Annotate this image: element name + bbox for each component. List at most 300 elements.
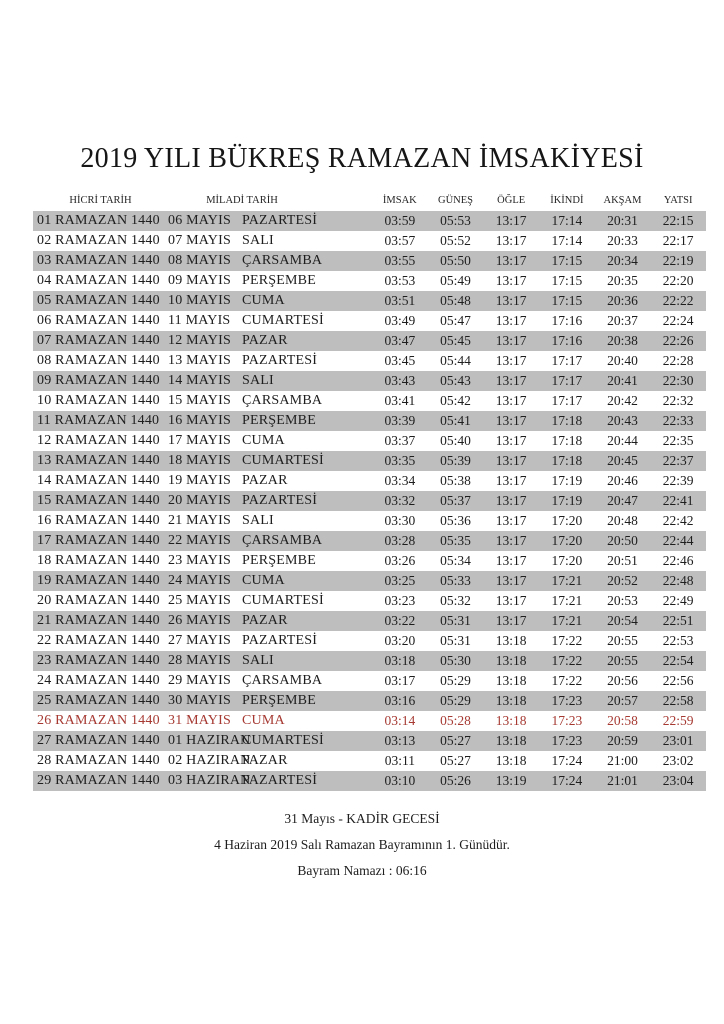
hicri-date-cell: 27 RAMAZAN 1440: [37, 733, 160, 748]
ikindi-time-cell: 17:23: [551, 713, 583, 728]
gunes-time-cell: 05:52: [440, 233, 471, 248]
imsak-time-cell: 03:49: [384, 313, 416, 328]
aksam-time-cell: 20:42: [607, 393, 638, 408]
gunes-time-cell: 05:40: [440, 433, 471, 448]
imsak-time-cell: 03:53: [384, 273, 416, 288]
imsak-time-cell: 03:16: [384, 693, 416, 708]
yatsi-time-cell: 22:30: [662, 373, 694, 388]
header-yatsi: YATSI: [663, 195, 693, 206]
ogle-time-cell: 13:17: [495, 213, 527, 228]
miladi-date-cell: 09 MAYIS: [168, 273, 231, 288]
imsak-time-cell: 03:14: [384, 713, 416, 728]
table-row: [33, 231, 706, 251]
miladi-date-cell: 24 MAYIS: [168, 573, 231, 588]
header-ogle: ÖĞLE: [497, 195, 526, 206]
table-row: [33, 751, 706, 771]
yatsi-time-cell: 22:32: [662, 393, 694, 408]
miladi-date-cell: 18 MAYIS: [168, 453, 231, 468]
hicri-date-cell: 19 RAMAZAN 1440: [37, 573, 160, 588]
table-row: [33, 311, 706, 331]
imsak-time-cell: 03:10: [384, 773, 416, 788]
imsak-time-cell: 03:13: [384, 733, 416, 748]
ogle-time-cell: 13:17: [495, 533, 527, 548]
ikindi-time-cell: 17:21: [551, 593, 583, 608]
hicri-date-cell: 10 RAMAZAN 1440: [37, 393, 160, 408]
ikindi-time-cell: 17:21: [551, 613, 583, 628]
weekday-cell: CUMA: [242, 433, 285, 448]
aksam-time-cell: 20:45: [607, 453, 638, 468]
table-body: [33, 211, 706, 791]
aksam-time-cell: 20:43: [607, 413, 638, 428]
imsak-time-cell: 03:37: [384, 433, 416, 448]
miladi-date-cell: 12 MAYIS: [168, 333, 231, 348]
gunes-time-cell: 05:31: [440, 613, 471, 628]
imsak-time-cell: 03:20: [384, 633, 416, 648]
gunes-time-cell: 05:48: [440, 293, 471, 308]
miladi-date-cell: 02 HAZIRAN: [168, 753, 251, 768]
yatsi-time-cell: 22:37: [662, 453, 694, 468]
yatsi-time-cell: 22:28: [662, 353, 694, 368]
hicri-date-cell: 23 RAMAZAN 1440: [37, 653, 160, 668]
hicri-date-cell: 16 RAMAZAN 1440: [37, 513, 160, 528]
hicri-date-cell: 29 RAMAZAN 1440: [37, 773, 160, 788]
imsak-time-cell: 03:39: [384, 413, 416, 428]
table-header-row: [33, 190, 706, 211]
miladi-date-cell: 19 MAYIS: [168, 473, 231, 488]
ikindi-time-cell: 17:24: [551, 773, 583, 788]
gunes-time-cell: 05:36: [440, 513, 471, 528]
ogle-time-cell: 13:18: [495, 733, 527, 748]
weekday-cell: ÇARSAMBA: [242, 393, 323, 408]
gunes-time-cell: 05:28: [440, 713, 471, 728]
aksam-time-cell: 20:52: [607, 573, 638, 588]
yatsi-time-cell: 23:01: [662, 733, 694, 748]
imsak-time-cell: 03:11: [384, 753, 415, 768]
table-row: [33, 731, 706, 751]
miladi-date-cell: 26 MAYIS: [168, 613, 231, 628]
yatsi-time-cell: 22:17: [662, 233, 694, 248]
table-row: [33, 271, 706, 291]
imsak-time-cell: 03:59: [384, 213, 416, 228]
gunes-time-cell: 05:47: [440, 313, 471, 328]
gunes-time-cell: 05:37: [440, 493, 471, 508]
table-row: [33, 371, 706, 391]
weekday-cell: PAZAR: [242, 613, 288, 628]
weekday-cell: PAZARTESİ: [242, 213, 318, 228]
miladi-date-cell: 23 MAYIS: [168, 553, 231, 568]
aksam-time-cell: 20:51: [607, 553, 638, 568]
gunes-time-cell: 05:35: [440, 533, 471, 548]
weekday-cell: SALI: [242, 653, 274, 668]
hicri-date-cell: 11 RAMAZAN 1440: [37, 413, 160, 428]
hicri-date-cell: 06 RAMAZAN 1440: [37, 313, 160, 328]
aksam-time-cell: 20:55: [607, 653, 638, 668]
ogle-time-cell: 13:17: [495, 313, 527, 328]
yatsi-time-cell: 23:02: [662, 753, 694, 768]
gunes-time-cell: 05:30: [440, 653, 471, 668]
ogle-time-cell: 13:18: [495, 633, 527, 648]
imsak-time-cell: 03:32: [384, 493, 416, 508]
aksam-time-cell: 20:59: [607, 733, 638, 748]
weekday-cell: PAZAR: [242, 333, 288, 348]
yatsi-time-cell: 22:15: [662, 213, 694, 228]
ikindi-time-cell: 17:22: [551, 633, 583, 648]
miladi-date-cell: 06 MAYIS: [168, 213, 231, 228]
miladi-date-cell: 25 MAYIS: [168, 593, 231, 608]
weekday-cell: CUMA: [242, 573, 285, 588]
miladi-date-cell: 11 MAYIS: [168, 313, 231, 328]
prayer-times-table: [33, 190, 706, 791]
aksam-time-cell: 20:46: [607, 473, 638, 488]
miladi-date-cell: 08 MAYIS: [168, 253, 231, 268]
ogle-time-cell: 13:18: [495, 693, 527, 708]
weekday-cell: SALI: [242, 373, 274, 388]
ikindi-time-cell: 17:15: [551, 293, 583, 308]
ikindi-time-cell: 17:18: [551, 453, 583, 468]
yatsi-time-cell: 23:04: [662, 773, 694, 788]
ikindi-time-cell: 17:16: [551, 313, 583, 328]
miladi-date-cell: 15 MAYIS: [168, 393, 231, 408]
miladi-date-cell: 17 MAYIS: [168, 433, 231, 448]
miladi-date-cell: 29 MAYIS: [168, 673, 231, 688]
imsak-time-cell: 03:17: [384, 673, 416, 688]
imsak-time-cell: 03:57: [384, 233, 416, 248]
yatsi-time-cell: 22:42: [662, 513, 694, 528]
yatsi-time-cell: 22:49: [662, 593, 694, 608]
miladi-date-cell: 13 MAYIS: [168, 353, 231, 368]
aksam-time-cell: 20:40: [607, 353, 638, 368]
yatsi-time-cell: 22:53: [662, 633, 694, 648]
gunes-time-cell: 05:39: [440, 453, 471, 468]
aksam-time-cell: 20:57: [607, 693, 638, 708]
ogle-time-cell: 13:17: [495, 253, 527, 268]
hicri-date-cell: 21 RAMAZAN 1440: [37, 613, 160, 628]
weekday-cell: SALI: [242, 233, 274, 248]
miladi-date-cell: 01 HAZIRAN: [168, 733, 251, 748]
aksam-time-cell: 20:55: [607, 633, 638, 648]
table-row: [33, 551, 706, 571]
imsak-time-cell: 03:28: [384, 533, 416, 548]
gunes-time-cell: 05:50: [440, 253, 471, 268]
aksam-time-cell: 20:37: [607, 313, 638, 328]
gunes-time-cell: 05:29: [440, 673, 471, 688]
weekday-cell: PAZARTESİ: [242, 773, 318, 788]
aksam-time-cell: 20:48: [607, 513, 638, 528]
gunes-time-cell: 05:27: [440, 733, 471, 748]
table-row: [33, 411, 706, 431]
miladi-date-cell: 30 MAYIS: [168, 693, 231, 708]
ogle-time-cell: 13:17: [495, 333, 527, 348]
table-row: [33, 511, 706, 531]
ogle-time-cell: 13:17: [495, 493, 527, 508]
weekday-cell: PAZARTESİ: [242, 493, 318, 508]
table-row: [33, 631, 706, 651]
imsak-time-cell: 03:26: [384, 553, 416, 568]
hicri-date-cell: 20 RAMAZAN 1440: [37, 593, 160, 608]
imsak-time-cell: 03:30: [384, 513, 416, 528]
table-row: [33, 431, 706, 451]
aksam-time-cell: 20:33: [607, 233, 638, 248]
aksam-time-cell: 20:56: [607, 673, 638, 688]
kadir-gecesi-note: 31 Mayıs - KADİR GECESİ: [284, 811, 440, 826]
ikindi-time-cell: 17:19: [551, 473, 583, 488]
imsak-time-cell: 03:55: [384, 253, 416, 268]
table-row: [33, 671, 706, 691]
hicri-date-cell: 17 RAMAZAN 1440: [37, 533, 160, 548]
ikindi-time-cell: 17:23: [551, 693, 583, 708]
imsak-time-cell: 03:35: [384, 453, 416, 468]
table-row: [33, 651, 706, 671]
ogle-time-cell: 13:17: [495, 353, 527, 368]
yatsi-time-cell: 22:46: [662, 553, 694, 568]
imsak-time-cell: 03:22: [384, 613, 416, 628]
ikindi-time-cell: 17:22: [551, 673, 583, 688]
ikindi-time-cell: 17:19: [551, 493, 583, 508]
ogle-time-cell: 13:18: [495, 673, 527, 688]
hicri-date-cell: 02 RAMAZAN 1440: [37, 233, 160, 248]
header-miladi-tarih: MİLADİ TARİH: [206, 195, 278, 206]
ogle-time-cell: 13:18: [495, 653, 527, 668]
hicri-date-cell: 15 RAMAZAN 1440: [37, 493, 160, 508]
hicri-date-cell: 03 RAMAZAN 1440: [37, 253, 160, 268]
weekday-cell: CUMA: [242, 713, 285, 728]
yatsi-time-cell: 22:44: [662, 533, 694, 548]
table-row: [33, 351, 706, 371]
hicri-date-cell: 13 RAMAZAN 1440: [37, 453, 160, 468]
ikindi-time-cell: 17:17: [551, 353, 583, 368]
miladi-date-cell: 27 MAYIS: [168, 633, 231, 648]
gunes-time-cell: 05:34: [440, 553, 471, 568]
hicri-date-cell: 24 RAMAZAN 1440: [37, 673, 160, 688]
table-row: [33, 331, 706, 351]
miladi-date-cell: 20 MAYIS: [168, 493, 231, 508]
weekday-cell: SALI: [242, 513, 274, 528]
weekday-cell: PAZARTESİ: [242, 353, 318, 368]
ikindi-time-cell: 17:14: [551, 233, 583, 248]
ikindi-time-cell: 17:20: [551, 513, 583, 528]
yatsi-time-cell: 22:22: [662, 293, 694, 308]
aksam-time-cell: 20:41: [607, 373, 638, 388]
bayram-day-note: 4 Haziran 2019 Salı Ramazan Bayramının 1. Günüdür.: [214, 837, 510, 852]
aksam-time-cell: 20:31: [607, 213, 638, 228]
ogle-time-cell: 13:17: [495, 473, 527, 488]
aksam-time-cell: 20:58: [607, 713, 638, 728]
miladi-date-cell: 07 MAYIS: [168, 233, 231, 248]
hicri-date-cell: 04 RAMAZAN 1440: [37, 273, 160, 288]
table-row: [33, 451, 706, 471]
gunes-time-cell: 05:31: [440, 633, 471, 648]
bayram-namazi-note: Bayram Namazı : 06:16: [297, 863, 427, 878]
ogle-time-cell: 13:18: [495, 713, 527, 728]
hicri-date-cell: 12 RAMAZAN 1440: [37, 433, 160, 448]
miladi-date-cell: 31 MAYIS: [168, 713, 231, 728]
hicri-date-cell: 14 RAMAZAN 1440: [37, 473, 160, 488]
weekday-cell: PAZAR: [242, 753, 288, 768]
ogle-time-cell: 13:17: [495, 373, 527, 388]
miladi-date-cell: 28 MAYIS: [168, 653, 231, 668]
weekday-cell: ÇARSAMBA: [242, 533, 323, 548]
yatsi-time-cell: 22:41: [662, 493, 694, 508]
aksam-time-cell: 20:34: [607, 253, 638, 268]
miladi-date-cell: 22 MAYIS: [168, 533, 231, 548]
ogle-time-cell: 13:17: [495, 273, 527, 288]
table-row: [33, 251, 706, 271]
header-hicri-tarih: HİCRİ TARİH: [69, 195, 132, 206]
ikindi-time-cell: 17:15: [551, 273, 583, 288]
table-row: [33, 691, 706, 711]
weekday-cell: CUMA: [242, 293, 285, 308]
ogle-time-cell: 13:17: [495, 553, 527, 568]
yatsi-time-cell: 22:59: [662, 713, 694, 728]
miladi-date-cell: 14 MAYIS: [168, 373, 231, 388]
weekday-cell: PERŞEMBE: [242, 273, 316, 288]
gunes-time-cell: 05:38: [440, 473, 471, 488]
imsak-time-cell: 03:25: [384, 573, 416, 588]
miladi-date-cell: 16 MAYIS: [168, 413, 231, 428]
table-row: [33, 771, 706, 791]
ikindi-time-cell: 17:17: [551, 393, 583, 408]
ikindi-time-cell: 17:16: [551, 333, 583, 348]
hicri-date-cell: 25 RAMAZAN 1440: [37, 693, 160, 708]
ikindi-time-cell: 17:17: [551, 373, 583, 388]
yatsi-time-cell: 22:24: [662, 313, 694, 328]
table-row: [33, 531, 706, 551]
imsak-time-cell: 03:45: [384, 353, 416, 368]
ikindi-time-cell: 17:20: [551, 533, 583, 548]
gunes-time-cell: 05:49: [440, 273, 471, 288]
header-imsak: İMSAK: [382, 195, 417, 206]
ikindi-time-cell: 17:21: [551, 573, 583, 588]
imsak-time-cell: 03:41: [384, 393, 416, 408]
imsak-time-cell: 03:23: [384, 593, 416, 608]
weekday-cell: CUMARTESİ: [242, 313, 324, 328]
imsak-time-cell: 03:34: [384, 473, 416, 488]
header-gunes: GÜNEŞ: [437, 195, 473, 206]
miladi-date-cell: 21 MAYIS: [168, 513, 231, 528]
ogle-time-cell: 13:17: [495, 393, 527, 408]
miladi-date-cell: 03 HAZIRAN: [168, 773, 251, 788]
gunes-time-cell: 05:42: [440, 393, 471, 408]
gunes-time-cell: 05:53: [440, 213, 471, 228]
yatsi-time-cell: 22:20: [662, 273, 694, 288]
gunes-time-cell: 05:44: [440, 353, 471, 368]
aksam-time-cell: 20:53: [607, 593, 638, 608]
gunes-time-cell: 05:33: [440, 573, 471, 588]
imsak-time-cell: 03:18: [384, 653, 416, 668]
yatsi-time-cell: 22:33: [662, 413, 694, 428]
ogle-time-cell: 13:17: [495, 573, 527, 588]
gunes-time-cell: 05:41: [440, 413, 471, 428]
header-aksam: AKŞAM: [603, 195, 642, 206]
ikindi-time-cell: 17:24: [551, 753, 583, 768]
ogle-time-cell: 13:17: [495, 453, 527, 468]
gunes-time-cell: 05:29: [440, 693, 471, 708]
table-row: [33, 611, 706, 631]
ogle-time-cell: 13:17: [495, 433, 527, 448]
yatsi-time-cell: 22:51: [662, 613, 694, 628]
yatsi-time-cell: 22:35: [662, 433, 694, 448]
table-row: [33, 571, 706, 591]
weekday-cell: PERŞEMBE: [242, 693, 316, 708]
yatsi-time-cell: 22:39: [662, 473, 694, 488]
footer-notes: [0, 806, 724, 884]
yatsi-time-cell: 22:54: [662, 653, 694, 668]
aksam-time-cell: 20:54: [607, 613, 638, 628]
imsak-time-cell: 03:43: [384, 373, 416, 388]
aksam-time-cell: 20:36: [607, 293, 638, 308]
table-row: [33, 591, 706, 611]
aksam-time-cell: 20:35: [607, 273, 638, 288]
aksam-time-cell: 20:44: [607, 433, 638, 448]
page-title: 2019 YILI BÜKREŞ RAMAZAN İMSAKİYESİ: [80, 143, 644, 174]
ikindi-time-cell: 17:22: [551, 653, 583, 668]
weekday-cell: CUMARTESİ: [242, 453, 324, 468]
gunes-time-cell: 05:45: [440, 333, 471, 348]
table-row: [33, 291, 706, 311]
hicri-date-cell: 28 RAMAZAN 1440: [37, 753, 160, 768]
weekday-cell: CUMARTESİ: [242, 593, 324, 608]
gunes-time-cell: 05:43: [440, 373, 471, 388]
yatsi-time-cell: 22:26: [662, 333, 694, 348]
ikindi-time-cell: 17:20: [551, 553, 583, 568]
ikindi-time-cell: 17:23: [551, 733, 583, 748]
ogle-time-cell: 13:17: [495, 413, 527, 428]
aksam-time-cell: 21:01: [607, 773, 638, 788]
aksam-time-cell: 20:50: [607, 533, 638, 548]
ogle-time-cell: 13:19: [495, 773, 527, 788]
hicri-date-cell: 26 RAMAZAN 1440: [37, 713, 160, 728]
hicri-date-cell: 05 RAMAZAN 1440: [37, 293, 160, 308]
ogle-time-cell: 13:17: [495, 233, 527, 248]
yatsi-time-cell: 22:56: [662, 673, 694, 688]
weekday-cell: PAZAR: [242, 473, 288, 488]
gunes-time-cell: 05:26: [440, 773, 471, 788]
ogle-time-cell: 13:17: [495, 293, 527, 308]
yatsi-time-cell: 22:48: [662, 573, 694, 588]
weekday-cell: ÇARSAMBA: [242, 253, 323, 268]
miladi-date-cell: 10 MAYIS: [168, 293, 231, 308]
table-row: [33, 391, 706, 411]
hicri-date-cell: 18 RAMAZAN 1440: [37, 553, 160, 568]
table-row: [33, 491, 706, 511]
weekday-cell: ÇARSAMBA: [242, 673, 323, 688]
weekday-cell: PERŞEMBE: [242, 553, 316, 568]
table-row: [33, 211, 706, 231]
gunes-time-cell: 05:27: [440, 753, 471, 768]
aksam-time-cell: 20:47: [607, 493, 638, 508]
ikindi-time-cell: 17:14: [551, 213, 583, 228]
yatsi-time-cell: 22:19: [662, 253, 694, 268]
header-ikindi: İKİNDİ: [550, 195, 584, 206]
ikindi-time-cell: 17:18: [551, 433, 583, 448]
ogle-time-cell: 13:17: [495, 593, 527, 608]
aksam-time-cell: 21:00: [607, 753, 638, 768]
gunes-time-cell: 05:32: [440, 593, 471, 608]
hicri-date-cell: 07 RAMAZAN 1440: [37, 333, 160, 348]
hicri-date-cell: 08 RAMAZAN 1440: [37, 353, 160, 368]
ikindi-time-cell: 17:15: [551, 253, 583, 268]
hicri-date-cell: 01 RAMAZAN 1440: [37, 213, 160, 228]
weekday-cell: PERŞEMBE: [242, 413, 316, 428]
hicri-date-cell: 09 RAMAZAN 1440: [37, 373, 160, 388]
ogle-time-cell: 13:18: [495, 753, 527, 768]
weekday-cell: CUMARTESİ: [242, 733, 324, 748]
weekday-cell: PAZARTESİ: [242, 633, 318, 648]
aksam-time-cell: 20:38: [607, 333, 638, 348]
yatsi-time-cell: 22:58: [662, 693, 694, 708]
ogle-time-cell: 13:17: [495, 513, 527, 528]
imsak-time-cell: 03:51: [384, 293, 416, 308]
